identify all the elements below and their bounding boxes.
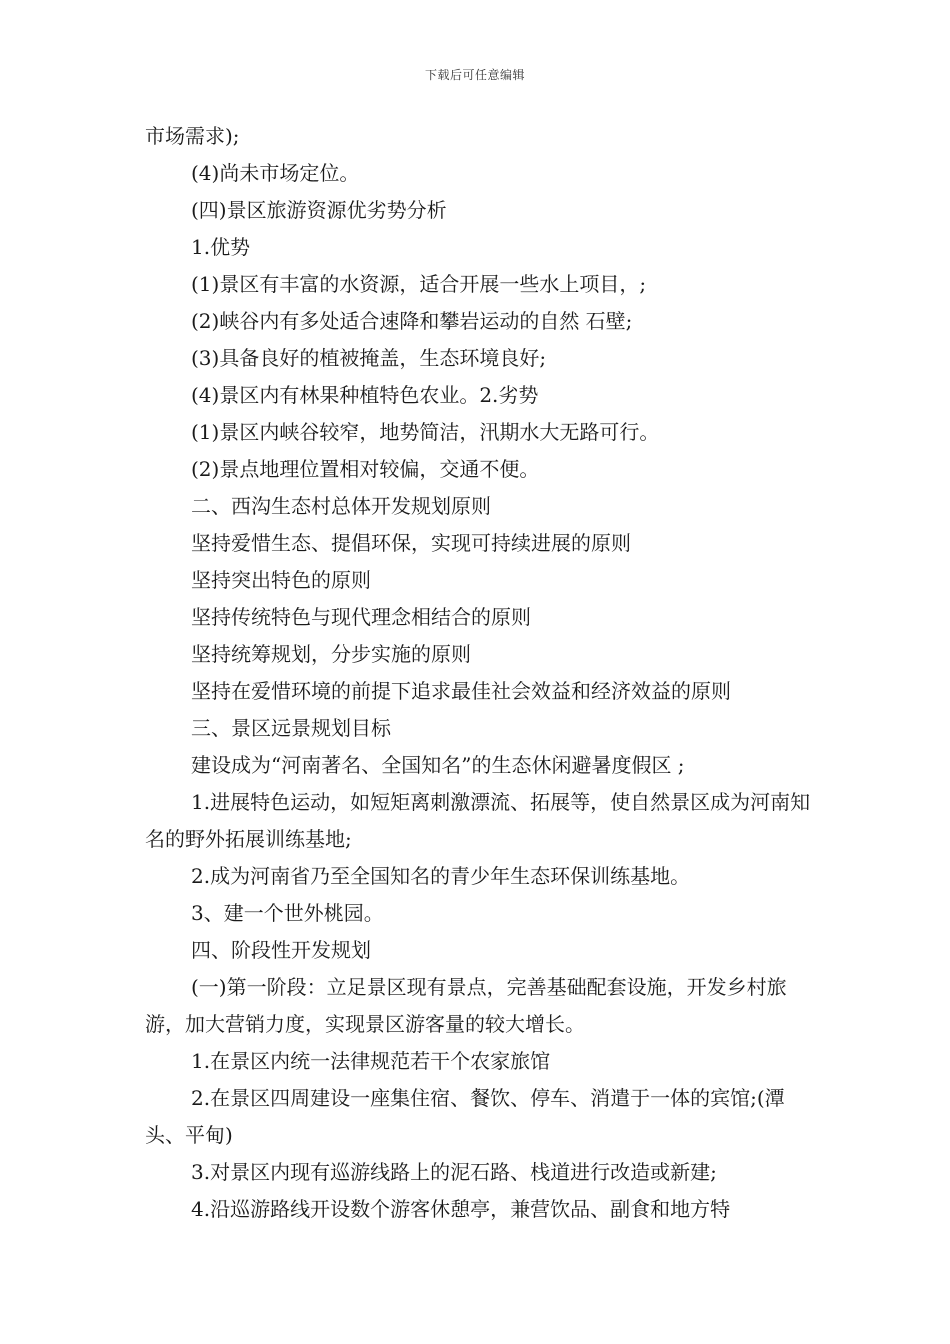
paragraph: 市场需求); [145,124,240,148]
paragraph: 坚持传统特色与现代理念相结合的原则 [191,605,531,629]
section-heading: 四、阶段性开发规划 [191,938,371,962]
paragraph: 1.优势 [191,235,251,259]
paragraph: (4)景区内有林果种植特色农业。2.劣势 [191,383,539,407]
paragraph: 坚持统筹规划，分步实施的原则 [191,642,471,666]
paragraph: 4.沿巡游路线开设数个游客休憩亭，兼营饮品、副食和地方特 [191,1197,731,1221]
paragraph: 坚持爱惜生态、提倡环保，实现可持续进展的原则 [191,531,631,555]
paragraph: 坚持突出特色的原则 [191,568,371,592]
paragraph: 1.在景区内统一法律规范若干个农家旅馆 [191,1049,551,1073]
page-header-note: 下载后可任意编辑 [424,68,525,82]
paragraph: (1)景区有丰富的水资源，适合开展一些水上项目，; [191,272,647,296]
paragraph: 1.进展特色运动，如短矩离刺激漂流、拓展等，使自然景区成为河南知名的野外拓展训练基地; [145,790,811,851]
document-body [145,118,815,1228]
paragraph: (1)景区内峡谷较窄，地势简洁，汛期水大无路可行。 [191,420,660,444]
paragraph: (3)具备良好的植被掩盖，生态环境良好; [191,346,547,370]
section-heading: 三、景区远景规划目标 [191,716,391,740]
paragraph: 3.对景区内现有巡游线路上的泥石路、栈道进行改造或新建; [191,1160,717,1184]
paragraph: (一)第一阶段：立足景区现有景点，完善基础配套设施，开发乡村旅游，加大营销力度，实现景区游客量的较大增长。 [145,975,787,1036]
paragraph: 2.在景区四周建设一座集住宿、餐饮、停车、消遣于一体的宾馆;(潭头、平甸) [145,1086,785,1147]
paragraph: 2.成为河南省乃至全国知名的青少年生态环保训练基地。 [191,864,691,888]
paragraph: 坚持在爱惜环境的前提下追求最佳社会效益和经济效益的原则 [191,679,731,703]
paragraph: (2)景点地理位置相对较偏，交通不便。 [191,457,540,481]
section-heading: 二、西沟生态村总体开发规划原则 [191,494,491,518]
paragraph: 建设成为“河南著名、全国知名”的生态休闲避暑度假区 ; [191,753,685,777]
paragraph: 3、建一个世外桃园。 [191,901,384,925]
paragraph: (4)尚未市场定位。 [191,161,360,185]
paragraph: (四)景区旅游资源优劣势分析 [191,198,447,222]
paragraph: (2)峡谷内有多处适合速降和攀岩运动的自然 石壁; [191,309,633,333]
